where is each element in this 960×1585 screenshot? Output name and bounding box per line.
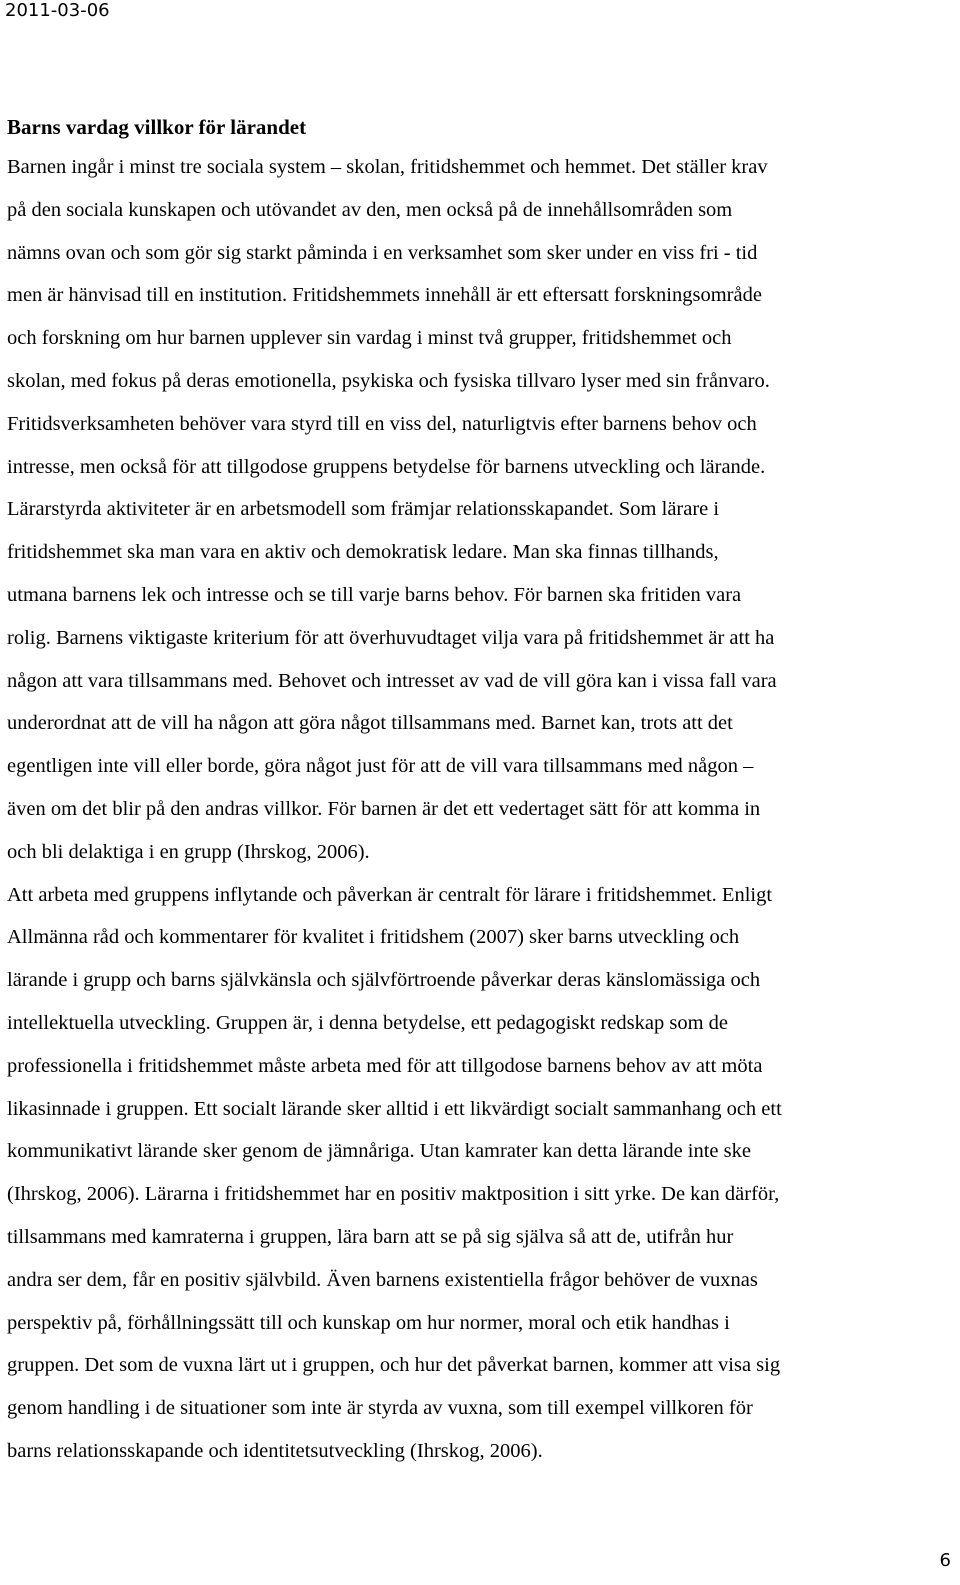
paragraph-2 (7, 874, 957, 1473)
text-line: (Ihrskog, 2006). Lärarna i fritidshemmet har en positiv maktposition i sitt yrke. De kan därför, (7, 1183, 780, 1206)
text-line: på den sociala kunskapen och utövandet av den, men också på de innehållsområden som (7, 198, 733, 221)
text-line: rolig. Barnens viktigaste kriterium för att överhuvudtaget vilja vara på fritidshemmet är att ha (7, 626, 775, 649)
text-line: egentligen inte vill eller borde, göra något just för att de vill vara tillsammans med någon – (7, 755, 754, 778)
text-line: likasinnade i gruppen. Ett socialt lärande sker alltid i ett likvärdigt socialt sammanhang och ett (7, 1097, 782, 1120)
text-line: Att arbeta med gruppens inflytande och påverkan är centralt för lärare i fritidshemmet. Enligt (7, 883, 773, 906)
text-line: Fritidsverksamheten behöver vara styrd till en viss del, naturligtvis efter barnens behov och (7, 412, 757, 435)
section-heading: Barns vardag villkor för lärandet (7, 115, 307, 139)
text-line: kommunikativt lärande sker genom de jämnåriga. Utan kamrater kan detta lärande inte ske (7, 1140, 751, 1163)
text-line: underordnat att de vill ha någon att göra något tillsammans med. Barnet kan, trots att det (7, 712, 733, 735)
paragraph-1 (7, 146, 957, 874)
text-line: gruppen. Det som de vuxna lärt ut i gruppen, och hur det påverkat barnen, kommer att visa sig (7, 1354, 781, 1377)
text-line: professionella i fritidshemmet måste arbeta med för att tillgodose barnens behov av att möta (7, 1054, 763, 1077)
document-body (7, 112, 957, 1473)
text-line: någon att vara tillsammans med. Behovet och intresset av vad de vill göra kan i vissa fall vara (7, 669, 777, 692)
text-line: andra ser dem, får en positiv självbild. Även barnens existentiella frågor behöver de vuxnas (7, 1268, 758, 1291)
text-line: och bli delaktiga i en grupp (Ihrskog, 2006). (7, 840, 370, 863)
text-line: skolan, med fokus på deras emotionella, psykiska och fysiska tillvaro lyser med sin frånvaro. (7, 369, 770, 392)
text-line: lärande i grupp och barns självkänsla och självförtroende påverkar deras känslomässiga och (7, 969, 761, 992)
text-line: och forskning om hur barnen upplever sin vardag i minst två grupper, fritidshemmet och (7, 327, 732, 350)
text-line: Barnen ingår i minst tre sociala system – skolan, fritidshemmet och hemmet. Det ställer krav (7, 156, 768, 178)
page-date: 2011-03-06 (5, 0, 110, 21)
text-line: perspektiv på, förhållningssätt till och kunskap om hur normer, moral och etik handhas i (7, 1311, 730, 1334)
text-line: Lärarstyrda aktiviteter är en arbetsmodell som främjar relationsskapandet. Som lärare i (7, 498, 720, 521)
page-number: 6 (939, 1550, 951, 1571)
text-line: tillsammans med kamraterna i gruppen, lära barn att se på sig själva så att de, utifrån hur (7, 1225, 734, 1248)
text-line: fritidshemmet ska man vara en aktiv och demokratisk ledare. Man ska finnas tillhands, (7, 541, 719, 564)
text-line: men är hänvisad till en institution. Fritidshemmets innehåll är ett eftersatt forskningsområde (7, 284, 762, 307)
text-line: utmana barnens lek och intresse och se till varje barns behov. För barnen ska fritiden vara (7, 583, 742, 606)
text-line: även om det blir på den andras villkor. För barnen är det ett vedertaget sätt för att komma in (7, 797, 761, 820)
text-line: nämns ovan och som gör sig starkt påminda i en verksamhet som sker under en viss fri - tid (7, 241, 758, 264)
text-line: intresse, men också för att tillgodose gruppens betydelse för barnens utveckling och lärande. (7, 455, 766, 478)
text-line: Allmänna råd och kommentarer för kvalitet i fritidshem (2007) sker barns utveckling och (7, 926, 740, 949)
text-line: genom handling i de situationer som inte är styrda av vuxna, som till exempel villkoren för (7, 1397, 753, 1420)
text-line: barns relationsskapande och identitetsutveckling (Ihrskog, 2006). (7, 1439, 543, 1462)
text-line: intellektuella utveckling. Gruppen är, i denna betydelse, ett pedagogiskt redskap som de (7, 1011, 729, 1034)
